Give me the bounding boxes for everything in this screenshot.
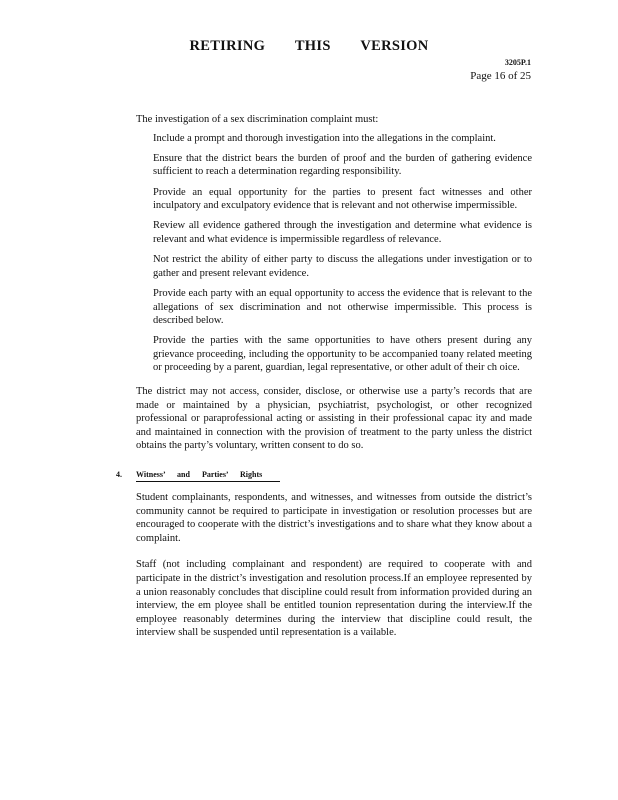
document-body xyxy=(116,113,532,640)
list-item xyxy=(136,287,532,328)
list-item xyxy=(136,152,532,179)
section-heading xyxy=(116,470,532,482)
policy-code: 3205P.1 xyxy=(504,58,531,67)
list-item xyxy=(136,186,532,213)
list-item-text: Not restrict the ability of either party to discuss the allegations under investigation or to gather and present relevant evidence. xyxy=(153,254,532,279)
list-item-text: Provide the parties with the same opportunities to have others present during any grievance proceeding, including the opportunity to be accompanied toany related meeting or proceeding by a parent, guardian, legal representative, or other adult of their ch oice. xyxy=(153,335,532,374)
requirements-list xyxy=(136,132,532,375)
intro-text: The investigation of a sex discrimination complaint must: xyxy=(136,114,379,125)
list-item-text: Provide an equal opportunity for the parties to present fact witnesses and other inculpatory and exculpatory evidence that is relevant and not otherwise impermissible. xyxy=(153,186,532,212)
banner-title: RETIRING THIS VERSION xyxy=(189,38,429,54)
staff-paragraph: Staff (not including complainant and respondent) are required to cooperate with and participate in the district’s investigation and resolution process.If an employee represented by a union reasonably concludes that discipline could result from information provided during an interview, the em ployee shall be entitled tounion representation during the interview.If the employee reasonably determines during the interview that discipline could result, the interview shall be suspended until representation is a vailable. xyxy=(136,559,532,639)
list-item xyxy=(136,334,532,375)
records-paragraph: The district may not access, consider, disclose, or otherwise use a party’s records that are made or maintained by a physician, psychiatrist, psychologist, or other recognized professional or paraprofessional acting or assisting in their professional capac ity and made and maintained in connection with the provision of treatment to the party unless the district obtains the party’s voluntary, written consent to do so. xyxy=(136,386,532,452)
list-item-text: Ensure that the district bears the burden of proof and the burden of gathering evidence sufficient to reach a determination regarding responsibility. xyxy=(153,152,532,178)
list-item xyxy=(136,219,532,246)
list-item xyxy=(136,253,532,280)
student-paragraph: Student complainants, respondents, and witnesses, and witnesses from outside the district’s community cannot be required to participate in investigation or resolution processes but are encouraged to cooperate with the district’s investigations and to share what they know about a complaint. xyxy=(136,492,532,544)
section-number: 4. xyxy=(116,470,122,480)
list-item xyxy=(136,132,532,146)
section-title: Witness’ and Parties’ Rights xyxy=(136,470,280,482)
list-item-text: Include a prompt and thorough investigation into the allegations in the complaint. xyxy=(153,132,496,144)
list-item-text: Review all evidence gathered through the investigation and determine what evidence is relevant and what evidence is impermissible regardless of relevance. xyxy=(153,220,532,245)
page-number: Page 16 of 25 xyxy=(470,70,531,82)
list-item-text: Provide each party with an equal opportunity to access the evidence that is relevant to the allegations of sex discrimination and not otherwise impermissible. This process is described below. xyxy=(153,287,532,327)
